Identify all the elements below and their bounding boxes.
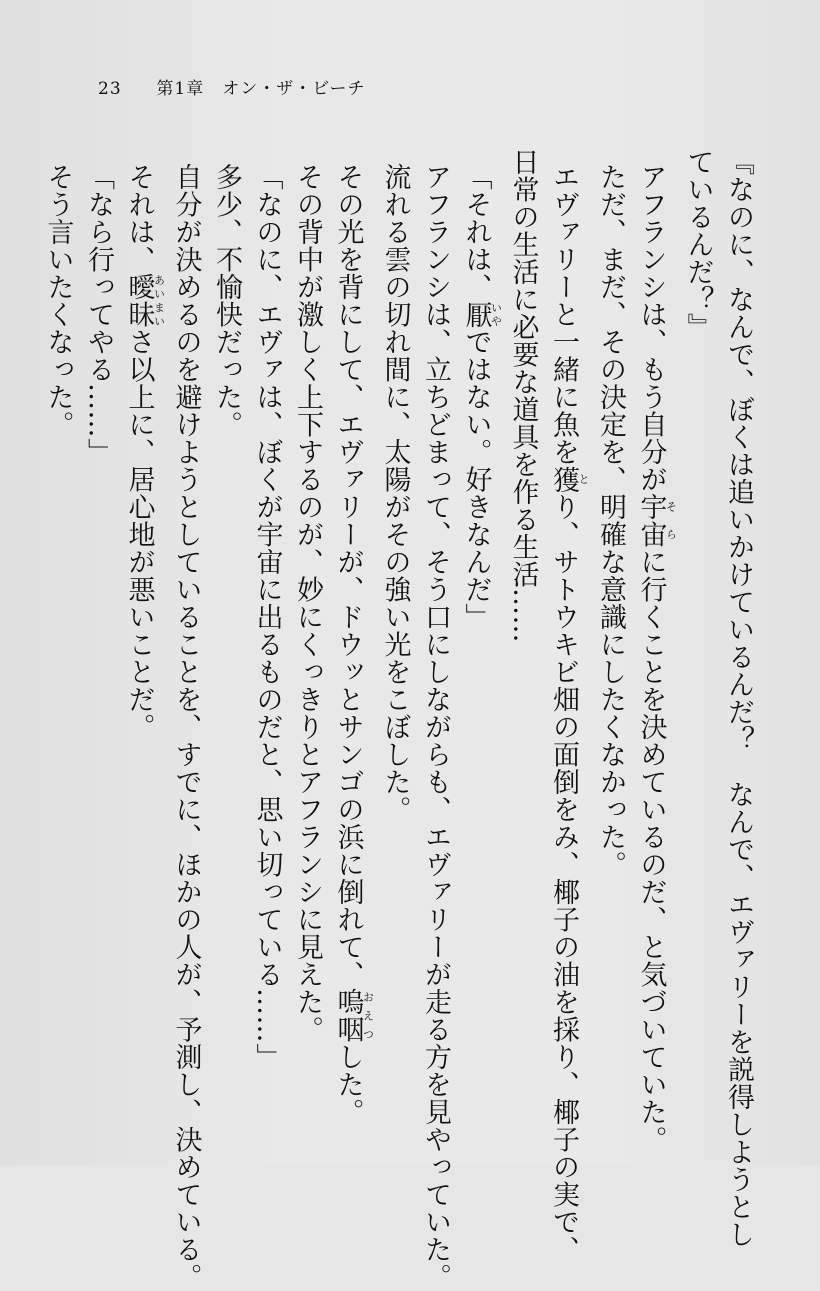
text-column: ただ、まだ、その決定を、明確な意識にしたくなかった。 <box>595 163 626 878</box>
running-header <box>98 74 366 99</box>
text-column: その背中が激しく上下するのが、妙にくっきりとアフランシに見えた。 <box>292 163 323 1043</box>
ruby-reading: と <box>577 465 590 493</box>
text-column: アフランシは、立ちどまって、そう口にしながらも、エヴァリーが走る方を見やっていた。 <box>420 163 451 1291</box>
text-column: 『なのに、なんで、ぼくは追いかけているんだ？ なんで、エヴァリーを説得しようとし <box>723 148 754 1248</box>
vertical-body-text <box>37 148 758 1291</box>
text-column: ているんだ？』 <box>682 148 714 341</box>
text-column: 流れる雲の切れ間に、太陽がその強い光をこぼした。 <box>379 163 411 823</box>
text-column: 日常の生活に必要な道具を作る生活…… <box>507 148 539 643</box>
page-number: 23 <box>98 79 122 99</box>
ruby-reading: いや <box>489 300 503 328</box>
ruby-annotation: 獲と <box>548 465 590 493</box>
text-column: 多少、不愉快だった。 <box>211 163 242 438</box>
ruby-annotation: 嗚咽おえつ <box>332 988 375 1043</box>
text-column: そう言いたくなった。 <box>42 163 74 438</box>
ruby-reading: あいまい <box>152 273 166 328</box>
text-column: アフランシは、もう自分が宇宙そらに行くことを決めているのだ、と気づいていた。 <box>635 163 678 1153</box>
ruby-annotation: 宇宙そら <box>635 493 678 548</box>
text-column: その光を背にして、エヴァリーが、ドウッとサンゴの浜に倒れて、嗚咽おえつした。 <box>332 163 375 1126</box>
ruby-annotation: 厭いや <box>460 300 503 328</box>
ruby-annotation: 曖昧あいまい <box>123 273 166 328</box>
text-column: エヴァリーと一緒に魚を獲とり、サトウキビ畑の面倒をみ、椰子の油を採り、椰子の実で、 <box>548 163 590 1263</box>
text-column: 自分が決めるのを避けようとしていることを、すでに、ほかの人が、予測し、決めている。 <box>170 163 202 1291</box>
text-column: 「なのに、エヴァは、ぼくが宇宙に出るものだと、思い切っている……」 <box>251 163 283 1071</box>
text-column: 「なら行ってやる……」 <box>83 163 114 466</box>
chapter-title: 第1章 オン・ザ・ビーチ <box>156 79 366 99</box>
text-column: それは、曖昧あいまいさ以上に、居心地が悪いことだ。 <box>123 163 166 741</box>
ruby-reading: おえつ <box>361 988 375 1043</box>
ruby-reading: そら <box>664 493 678 548</box>
text-column: 「それは、厭いやではない。好きなんだ」 <box>460 163 503 631</box>
